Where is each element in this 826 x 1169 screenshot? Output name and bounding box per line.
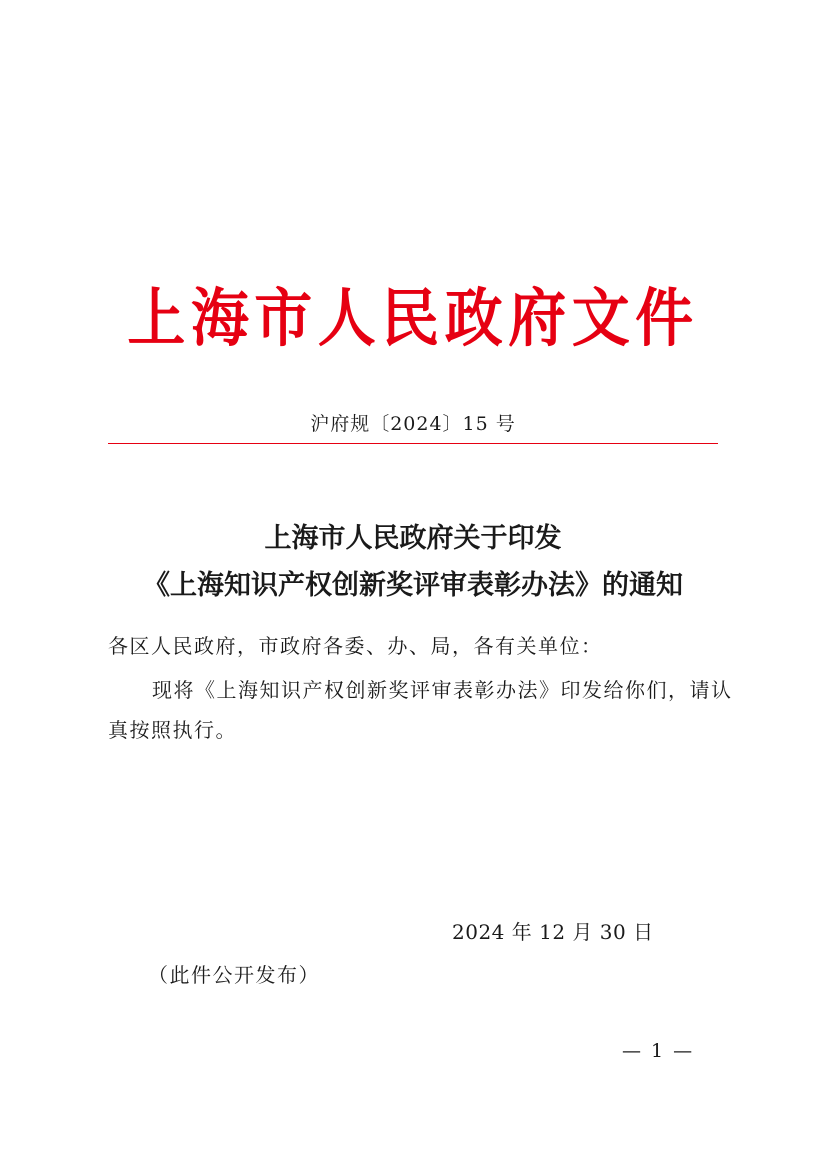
document-title-line-2: 《上海知识产权创新奖评审表彰办法》的通知 (143, 570, 683, 601)
page-number: — 1 — (622, 1040, 695, 1062)
document-number: 沪府规〔2024〕15 号 (310, 413, 516, 435)
document-title-line-1: 上海市人民政府关于印发 (264, 523, 562, 554)
body-paragraph-line-2: 真按照执行。 (108, 718, 237, 742)
body-paragraph-line-1: 现将《上海知识产权创新奖评审表彰办法》印发给你们，请认 (152, 678, 733, 702)
red-separator-line (108, 443, 718, 444)
issue-date: 2024 年 12 月 30 日 (452, 920, 654, 944)
issuer-masthead: 上海市人民政府文件 (127, 281, 699, 355)
publication-note: （此件公开发布） (148, 963, 320, 987)
addressee: 各区人民政府，市政府各委、办、局，各有关单位： (108, 634, 603, 658)
